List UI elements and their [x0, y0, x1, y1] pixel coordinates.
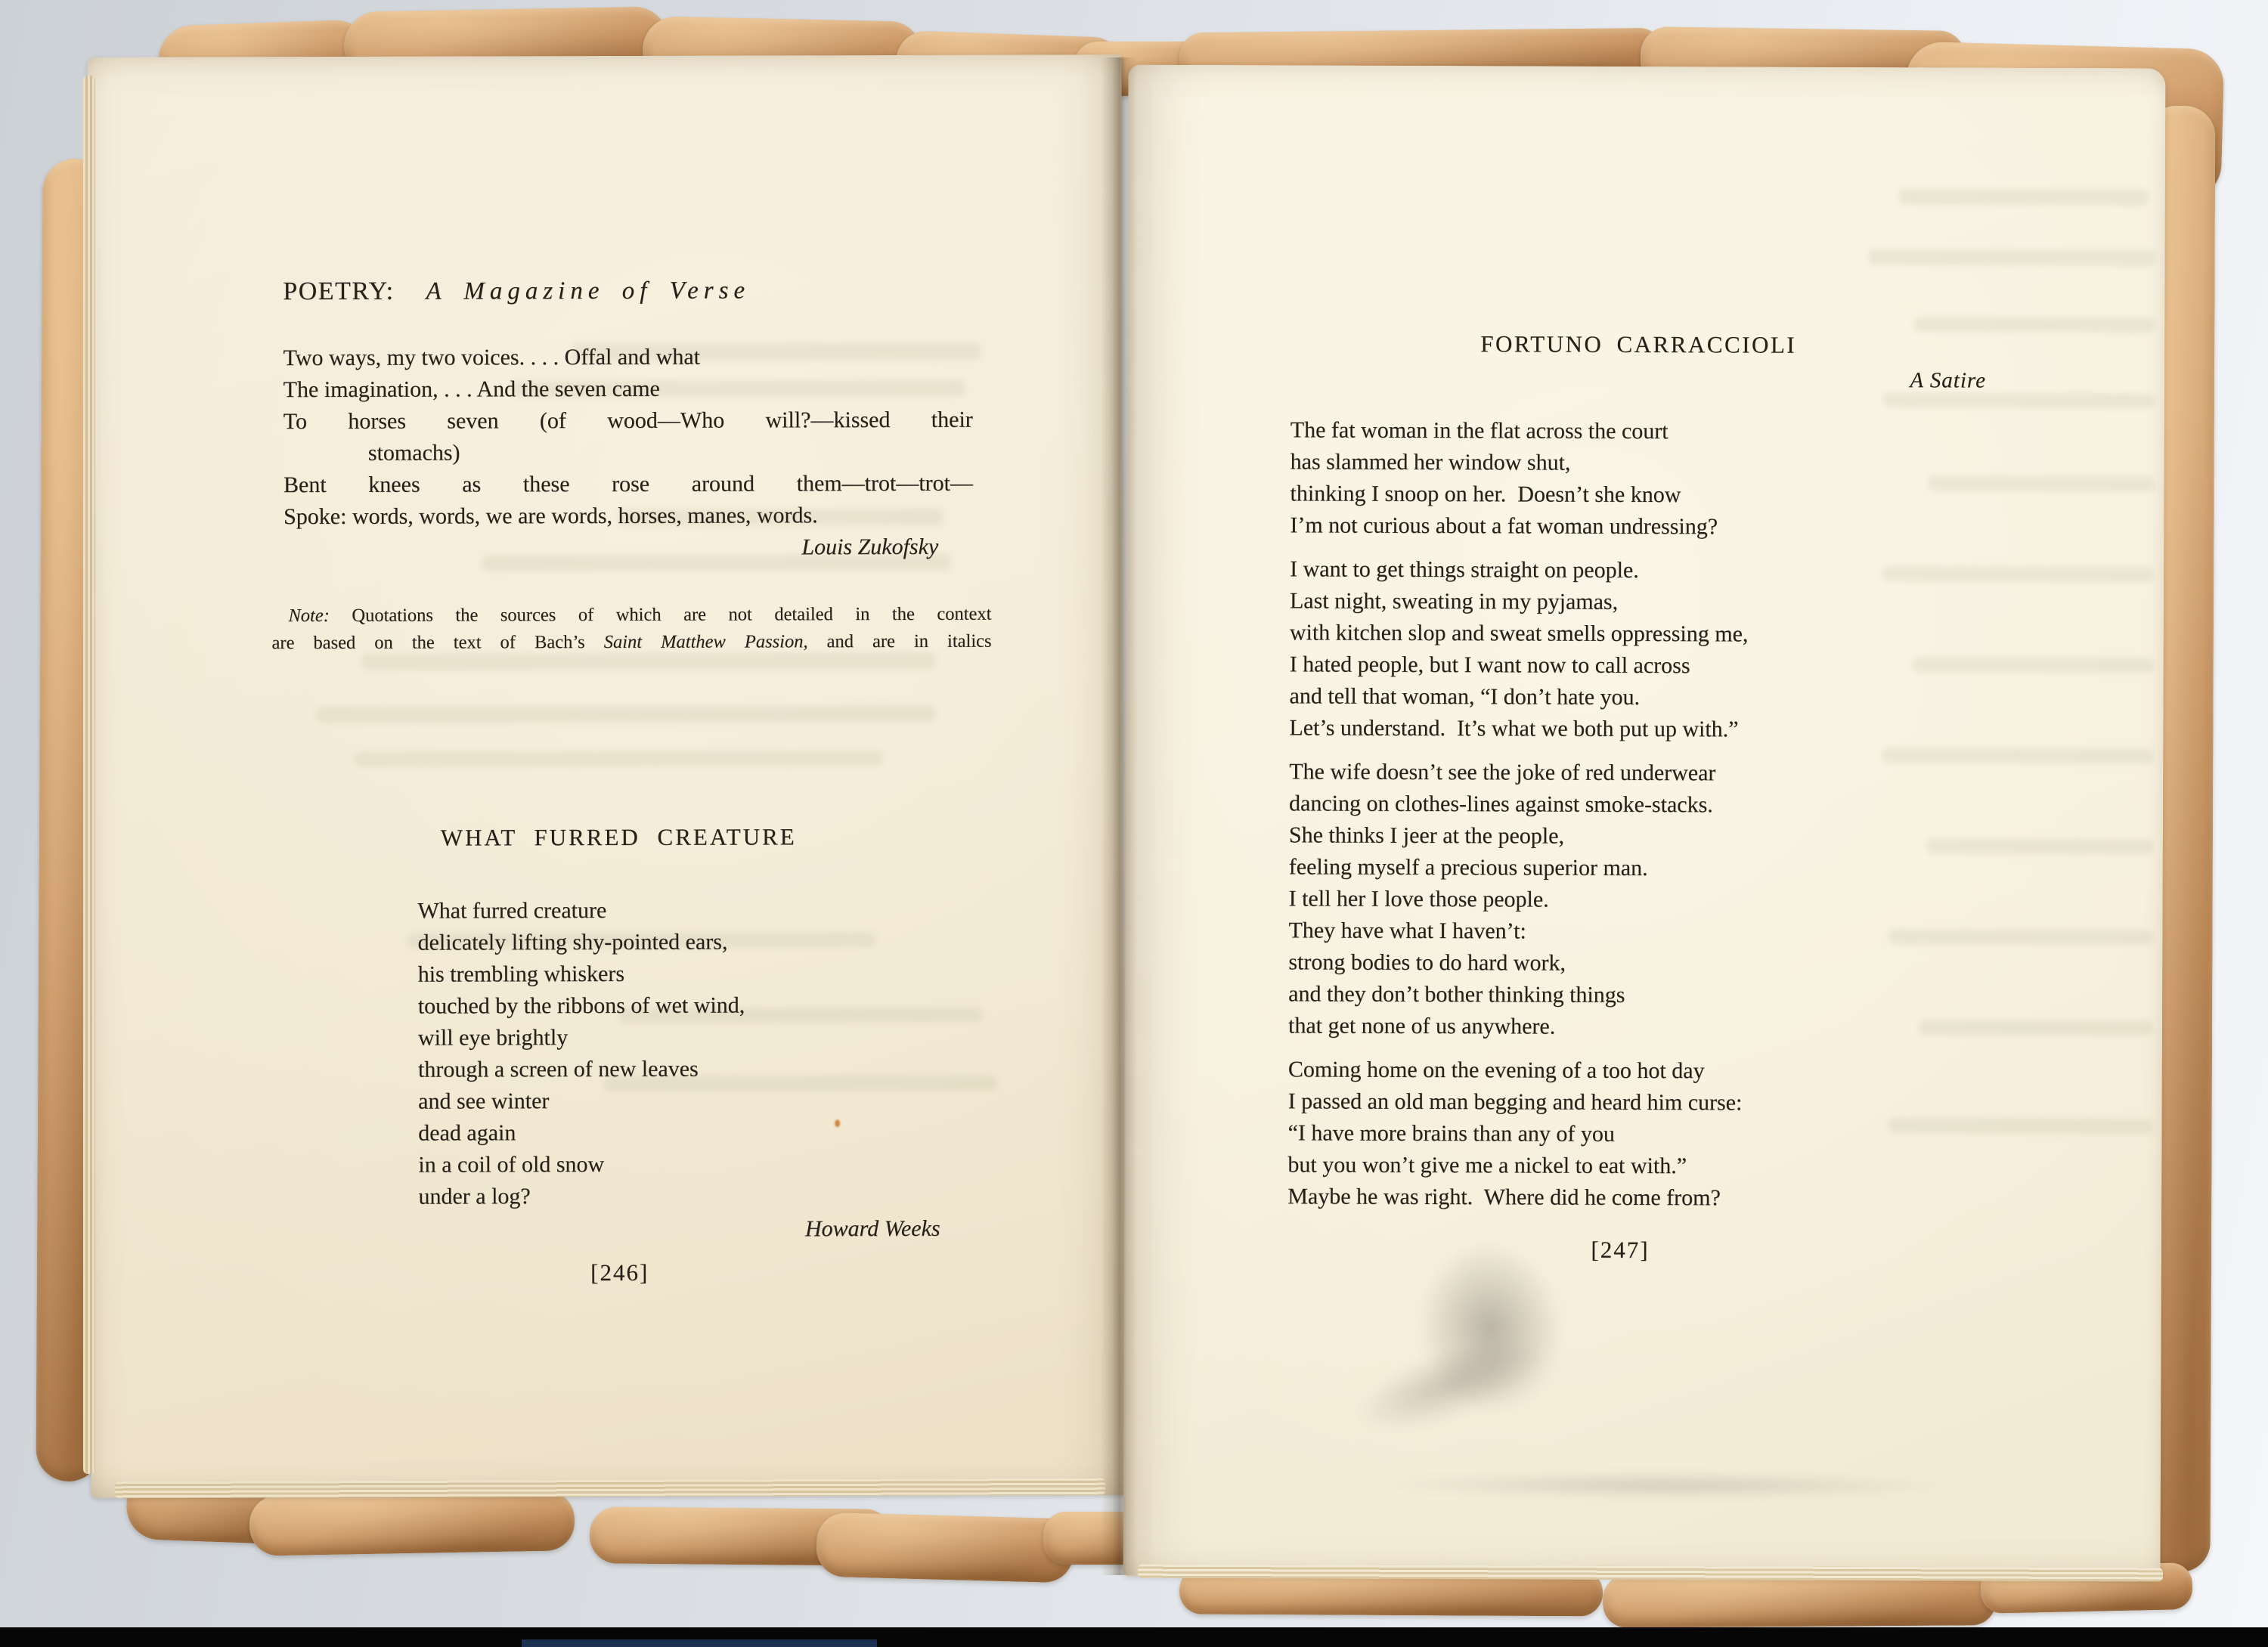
poem-line: in a coil of old snow — [418, 1152, 605, 1178]
journal-title: POETRY: — [283, 277, 395, 306]
poem-line: will eye brightly — [417, 1025, 569, 1051]
scanner-edge-strip — [0, 1627, 2268, 1647]
poem-line: touched by the ribbons of wet wind, — [417, 992, 745, 1019]
poem-fortuno-carraccioli — [1287, 414, 1926, 1215]
poem-line: through a screen of new leaves — [417, 1056, 699, 1082]
editorial-note — [271, 601, 991, 657]
stanza — [1287, 1054, 1923, 1215]
pencil-smudge — [1380, 1472, 1955, 1500]
poem-subtitle: A Satire — [1910, 368, 1987, 393]
poem-line: and they don’t bother thinking things — [1288, 981, 1625, 1008]
page-number-right: [247] — [1591, 1236, 1650, 1264]
left-page — [88, 54, 1126, 1498]
poem-line: Two ways, my two voices. . . . Offal and what — [283, 344, 701, 371]
poem-line: She thinks I jeer at the people, — [1288, 822, 1565, 849]
poem-line: dancing on clothes-lines against smoke-stacks. — [1289, 791, 1713, 818]
poem-line: thinking I snoop on her. Doesn’t she know — [1290, 481, 1681, 508]
poem-line: “I have more brains than any of you — [1287, 1120, 1615, 1147]
poem-line: I tell her I love those people. — [1288, 886, 1549, 912]
epigraph-poem — [283, 341, 973, 533]
poem-title-what-furred-creature: WHAT FURRED CREATURE — [440, 823, 797, 851]
poem-line: Let’s understand. It’s what we both put up with.” — [1289, 715, 1739, 742]
note-prefix: Note: — [288, 605, 330, 627]
poem-line: I hated people, but I want now to call across — [1289, 652, 1690, 679]
poem-attribution: Howard Weeks — [804, 1215, 940, 1242]
deckle-bottom-left-2 — [249, 1490, 575, 1556]
stanza — [1290, 414, 1926, 543]
poem-line: Spoke: words, words, we are words, horses, manes, words. — [284, 503, 818, 530]
poem-line: To horses seven (of wood—Who will?—kissed their — [283, 407, 973, 435]
poem-line: The wife doesn’t see the joke of red underwear — [1289, 759, 1716, 786]
poem-line: but you won’t give me a nickel to eat with.” — [1287, 1152, 1687, 1179]
poem-line: under a log? — [418, 1184, 531, 1209]
poem-line: his trembling whiskers — [417, 961, 625, 987]
poem-line: I passed an old man begging and heard him curse: — [1287, 1088, 1743, 1116]
poem-line: feeling myself a precious superior man. — [1288, 854, 1648, 881]
right-page — [1123, 65, 2166, 1580]
note-line: are based on the text of Bach’s Saint Matthew Passion, and are in italics — [271, 630, 992, 654]
poem-line: What furred creature — [417, 897, 607, 924]
poem-line: Maybe he was right. Where did he come from? — [1287, 1184, 1721, 1211]
poem-title-fortuno-carraccioli: FORTUNO CARRACCIOLI — [1480, 330, 1797, 358]
poem-line: and see winter — [418, 1088, 550, 1114]
poem-line: They have what I haven’t: — [1288, 918, 1526, 944]
poem-what-furred-creature — [417, 894, 962, 1213]
page-number-left: [246] — [590, 1258, 649, 1286]
poem-line: with kitchen slop and sweat smells oppressing me, — [1289, 620, 1749, 647]
book-gutter — [1101, 57, 1137, 1575]
epigraph-attribution: Louis Zukofsky — [801, 534, 939, 560]
poem-line: and tell that woman, “I don’t hate you. — [1289, 683, 1641, 710]
stanza — [1289, 553, 1925, 746]
poem-line: Last night, sweating in my pyjamas, — [1289, 588, 1619, 615]
page-stack-left-edge — [83, 76, 95, 1474]
poem-line: delicately lifting shy-pointed ears, — [417, 929, 728, 955]
poem-line: The imagination, . . . And the seven came — [283, 376, 660, 403]
poem-line: The fat woman in the flat across the court — [1290, 417, 1668, 444]
poem-line: stomachs) — [367, 440, 460, 466]
poem-line: dead again — [418, 1120, 516, 1146]
deckle-bottom-left-4 — [816, 1512, 1074, 1584]
scanner-edge-accent — [522, 1639, 877, 1647]
poem-line: Bent knees as these rose around them—trot—trot— — [283, 470, 974, 498]
poem-line: Coming home on the evening of a too hot day — [1287, 1057, 1705, 1084]
journal-subtitle: A Magazine of Verse — [426, 277, 751, 305]
poem-line: that get none of us anywhere. — [1288, 1013, 1556, 1039]
page-stack-bottom-left — [115, 1478, 1105, 1499]
note-book-title: Saint Matthew Passion — [603, 631, 804, 653]
poem-line: has slammed her window shut, — [1290, 449, 1571, 475]
poem-line: I want to get things straight on people. — [1290, 556, 1639, 583]
journal-header — [283, 277, 750, 307]
poem-line: I’m not curious about a fat woman undressing? — [1290, 512, 1718, 540]
note-line: Note: Quotations the sources of which are not detailed in the context — [288, 603, 992, 627]
stanza — [1288, 756, 1924, 1044]
poem-line: strong bodies to do hard work, — [1288, 949, 1566, 976]
